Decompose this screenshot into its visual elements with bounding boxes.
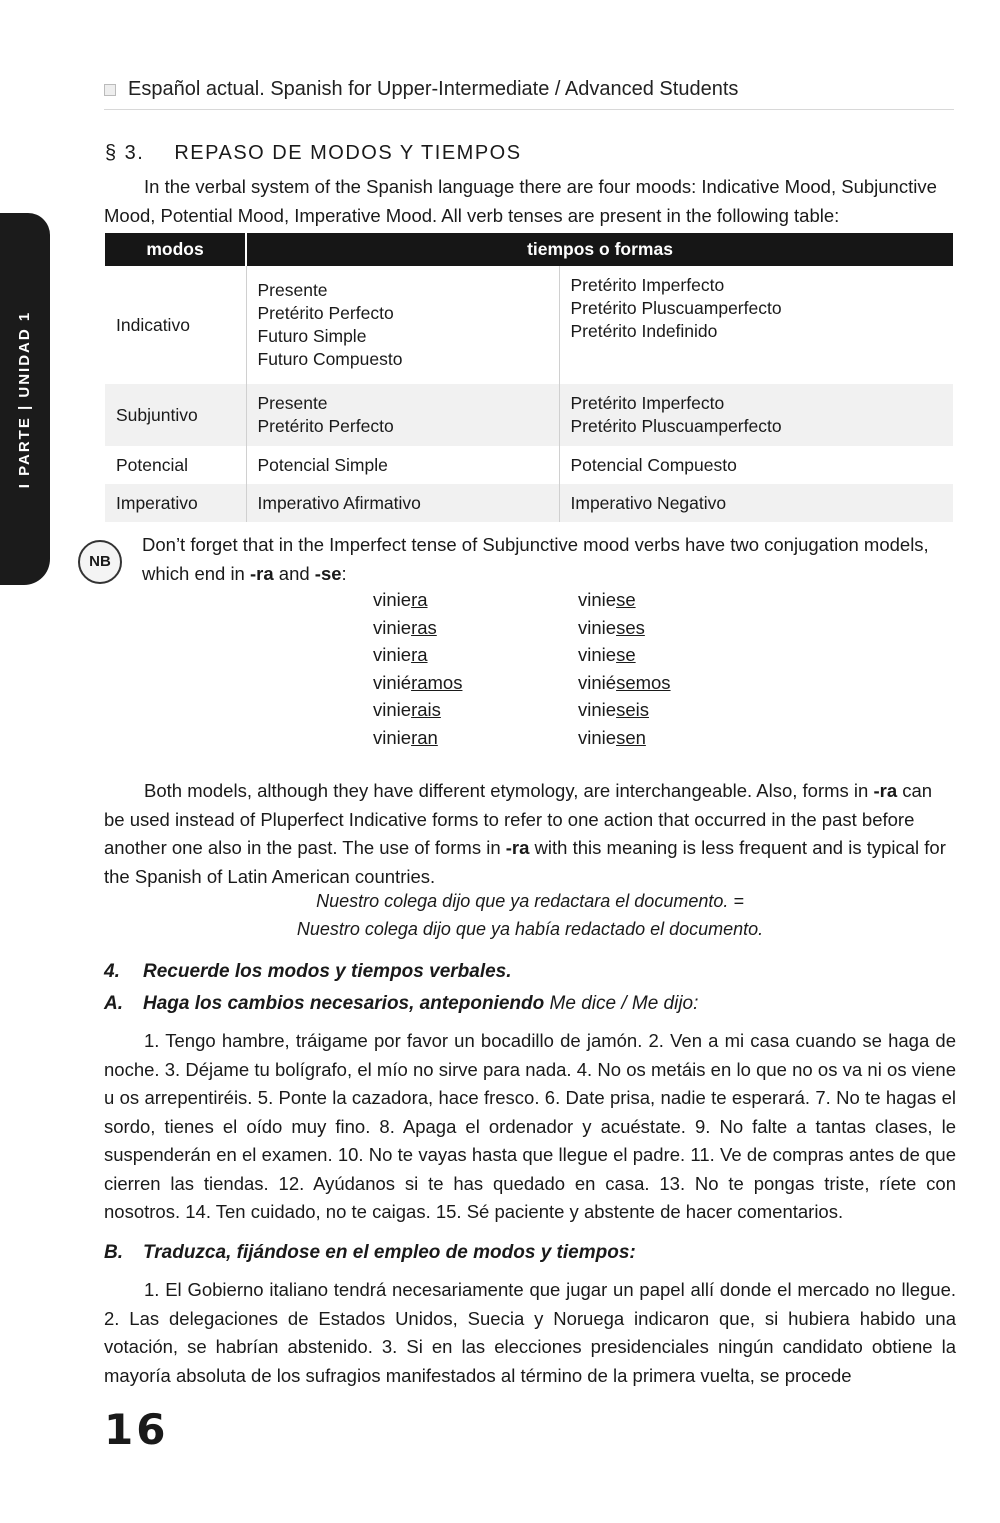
mood-cell: Potencial xyxy=(116,454,188,475)
running-header xyxy=(104,78,954,110)
nb-note xyxy=(142,530,954,588)
tenses-cell xyxy=(559,384,953,446)
table-row xyxy=(105,446,953,484)
tenses-cell xyxy=(559,446,953,484)
conjugation-form: viniéramos xyxy=(373,671,463,693)
nb-and: and xyxy=(273,563,315,584)
task-title-plain: Me dice / Me dijo: xyxy=(549,993,699,1014)
side-tab-label: I PARTE | UNIDAD 1 xyxy=(16,310,34,488)
task-a-heading xyxy=(104,993,698,1015)
nb-text: Don’t forget that in the Imperfect tense of Subjunctive mood verbs have two conjugation models, which end in xyxy=(142,534,929,584)
nb-se-ending: -se xyxy=(314,563,342,584)
task-b-heading xyxy=(104,1242,636,1264)
task-title: Haga los cambios necesarios, anteponiendo xyxy=(143,993,550,1014)
tense-item: Imperativo Negativo xyxy=(570,492,727,513)
task-b-text: 1. El Gobierno italiano tendrá necesariamente que jugar un papel allí donde el mercado no llegue. 2. Las delegaciones de Estados Unidos, Suecia y Noruega indicaron que, si hubiera habido una votación, se habrían abstenido. 3. Si en las elecciones presidenciales ningún candidato obtiene la mayoría absoluta de los sufragios manifestados al término de la primera vuelta, se procede xyxy=(104,1279,956,1386)
table-header-modos: modos xyxy=(105,233,246,266)
table-row xyxy=(105,484,953,522)
task-title: Recuerde los modos y tiempos verbales. xyxy=(143,961,512,982)
section-title: REPASO DE MODOS Y TIEMPOS xyxy=(174,142,522,164)
section-intro: In the verbal system of the Spanish language there are four moods: Indicative Mood, Subjunctive Mood, Potential Mood, Imperative Mood. All verb tenses are present in the following table: xyxy=(104,176,937,226)
tense-item: Pretérito Pluscuamperfecto xyxy=(570,298,782,318)
both-models-paragraph: Both models, although they have different etymology, are interchangeable. Also, forms in -ra can be used instead of Pluperfect Indicative forms to refer to one action that occurred in the past before another one also in the past. The use of forms in -ra with this meaning is less frequent and is typical for the Spanish of Latin American countries. xyxy=(104,780,946,887)
tense-item: Presente xyxy=(257,393,328,413)
mood-cell: Indicativo xyxy=(116,314,190,335)
task-letter: B. xyxy=(104,1242,123,1263)
conjugation-form: vinieran xyxy=(373,726,438,748)
example-line-2: Nuestro colega dijo que ya había redactado el documento. xyxy=(296,919,764,939)
nb-colon: : xyxy=(341,563,347,584)
conjugation-form: vinierais xyxy=(373,699,441,720)
tense-item: Pretérito Imperfecto xyxy=(570,393,725,413)
conjugation-form: viniera xyxy=(373,644,428,665)
tense-item: Potencial Compuesto xyxy=(570,454,737,475)
task-number: 4. xyxy=(104,961,120,982)
conjugation-form: viniese xyxy=(578,644,636,665)
conjugation-form: viniesen xyxy=(578,726,646,748)
table-header-tiempos: tiempos o formas xyxy=(246,233,953,266)
tense-item: Imperativo Afirmativo xyxy=(257,492,421,513)
side-tab xyxy=(0,213,50,585)
conjugation-ra-column xyxy=(373,586,462,751)
table-row xyxy=(105,384,953,446)
header-bullet-icon xyxy=(104,84,116,96)
tenses-cell xyxy=(246,446,559,484)
task-4-heading xyxy=(104,961,512,983)
tense-item: Futuro Compuesto xyxy=(257,349,403,369)
header-title: Español actual. Spanish for Upper-Intermediate / Advanced Students xyxy=(128,78,739,100)
page-number: 16 xyxy=(104,1405,169,1454)
conjugation-form: vinieras xyxy=(373,616,437,638)
conjugation-se-column xyxy=(578,586,671,751)
tense-item: Pretérito Perfecto xyxy=(257,416,394,436)
conjugation-form: viniera xyxy=(373,589,428,610)
tenses-cell xyxy=(559,484,953,522)
mood-cell: Subjuntivo xyxy=(105,384,246,446)
tense-item: Futuro Simple xyxy=(257,326,367,346)
example-line-1: Nuestro colega dijo que ya redactara el documento. = xyxy=(316,891,744,911)
tenses-cell xyxy=(246,266,559,384)
nota-bene-icon: NB xyxy=(78,540,122,584)
tense-item: Pretérito Imperfecto xyxy=(570,275,725,295)
conjugation-form: viniese xyxy=(578,589,636,610)
tenses-cell xyxy=(559,266,953,384)
tense-item: Potencial Simple xyxy=(257,454,388,475)
section-heading xyxy=(105,142,522,165)
table-row xyxy=(105,266,953,384)
task-letter: A. xyxy=(104,993,123,1014)
conjugation-form: viniésemos xyxy=(578,671,671,693)
mood-cell: Imperativo xyxy=(105,484,246,522)
tenses-cell xyxy=(246,384,559,446)
tense-item: Pretérito Perfecto xyxy=(257,303,394,323)
table-header-row xyxy=(105,233,953,266)
moods-tenses-table xyxy=(105,233,953,522)
tense-item: Presente xyxy=(257,280,328,300)
tenses-cell xyxy=(246,484,559,522)
task-title: Traduzca, fijándose en el empleo de modos y tiempos: xyxy=(143,1242,636,1263)
tense-item: Pretérito Pluscuamperfecto xyxy=(570,416,782,436)
conjugation-form: vinieses xyxy=(578,616,645,638)
nb-ra-ending: -ra xyxy=(249,563,274,584)
section-number: § 3. xyxy=(105,142,145,164)
tense-item: Pretérito Indefinido xyxy=(570,321,718,341)
conjugation-form: vinieseis xyxy=(578,699,649,720)
task-a-text: 1. Tengo hambre, tráigame por favor un bocadillo de jamón. 2. Ven a mi casa cuando se haga de noche. 3. Déjame tu bolígrafo, el mío no sirve para nada. 4. No os metáis en lo que no os va ni os viene u os arrepentiréis. 5. Ponte la cazadora, hace fresco. 6. Date prisa, nadie te esperará. 7. No te hagas el sordo, tienes el oído muy fino. 8. Apaga el ordenador y acuéstate. 9. No falte a tantas clases, le suspenderán en el examen. 10. No te vayas hasta que llegue el padre. 11. Ve de compras antes de que cierren las tiendas. 12. Ayúdanos si te has quedado en casa. 13. No te pongas triste, ríete con nosotros. 14. Ten cuidado, no te caigas. 15. Sé paciente y abstente de hacer comentarios. xyxy=(104,1030,956,1222)
